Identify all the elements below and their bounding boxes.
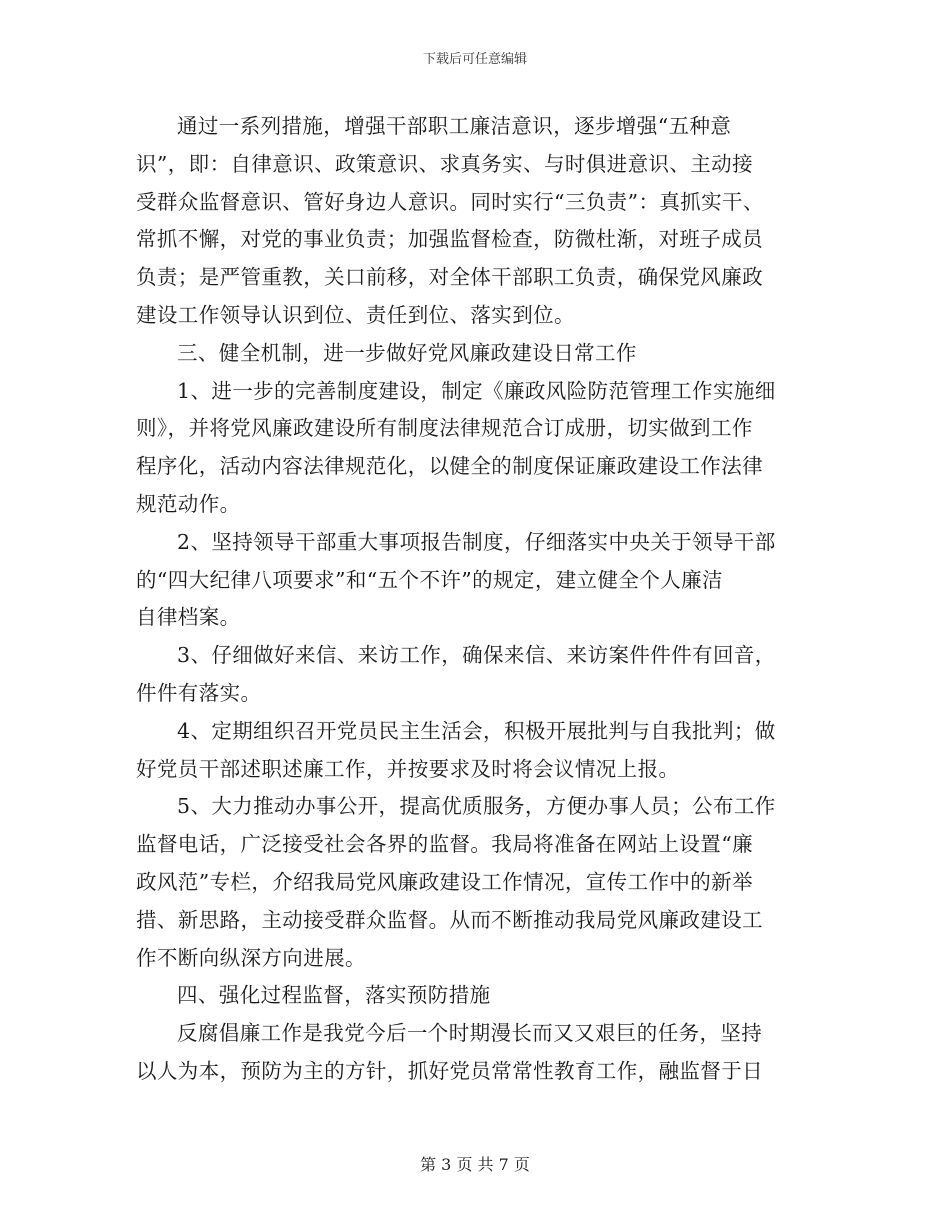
paragraph-item-4: 4、定期组织召开党员民主生活会，积极开展批判与自我批判；做 好党员干部述职述廉工作，并按要求及时将会议情况上报。 <box>136 718 776 781</box>
paragraph-item-2: 2、坚持领导干部重大事项报告制度，仔细落实中央关于领导干部 的“四大纪律八项要求”和“五个不许”的规定，建立健全个人廉洁 自律档案。 <box>136 529 776 630</box>
section-heading-4: 四、强化过程监督，落实预防措施 <box>177 983 491 1008</box>
page-header-note: 下载后可任意编辑 <box>422 52 527 67</box>
paragraph-item-1: 1、进一步的完善制度建设，制定《廉政风险防范管理工作实施细 则》，并将党风廉政建设所有制度法律规范合订成册，切实做到工作 程序化，活动内容法律规范化，以健全的制度保证廉政建设工作法律 规范动作。 <box>136 378 776 516</box>
paragraph-item-3: 3、仔细做好来信、来访工作，确保来信、来访案件件件有回音， 件件有落实。 <box>136 643 776 705</box>
section-heading-3: 三、健全机制，进一步做好党风廉政建设日常工作 <box>177 340 637 365</box>
document-body <box>136 108 806 1091</box>
page-number: 第 3 页 共 7 页 <box>420 1155 530 1174</box>
paragraph-anticorruption: 反腐倡廉工作是我党今后一个时期漫长而又又艰巨的任务，坚持 以人为本，预防为主的方针，抓好党员常常性教育工作，融监督于日 <box>136 1021 763 1083</box>
paragraph-item-5: 5、大力推动办事公开，提高优质服务，方便办事人员；公布工作 监督电话，广泛接受社会各界的监督。我局将准备在网站上设置“廉 政风范”专栏，介绍我局党风廉政建设工作情况，宣传工作中的新举 措、新思路，主动接受群众监督。从而不断推动我局党风廉政建设工 作不断向纵深方向进展。 <box>136 794 776 970</box>
paragraph-measures: 通过一系列措施，增强干部职工廉洁意识，逐步增强“五种意 识”，即：自律意识、政策意识、求真务实、与时俱进意识、主动接 受群众监督意识、管好身边人意识。同时实行“三负责”：真抓实干、 常抓不懈，对党的事业负责；加强监督检查，防微杜渐，对班子成员 负责；是严管重教，关口前移，对全体干部职工负责，确保党风廉政 建设工作领导认识到位、责任到位、落实到位。 <box>136 114 764 327</box>
